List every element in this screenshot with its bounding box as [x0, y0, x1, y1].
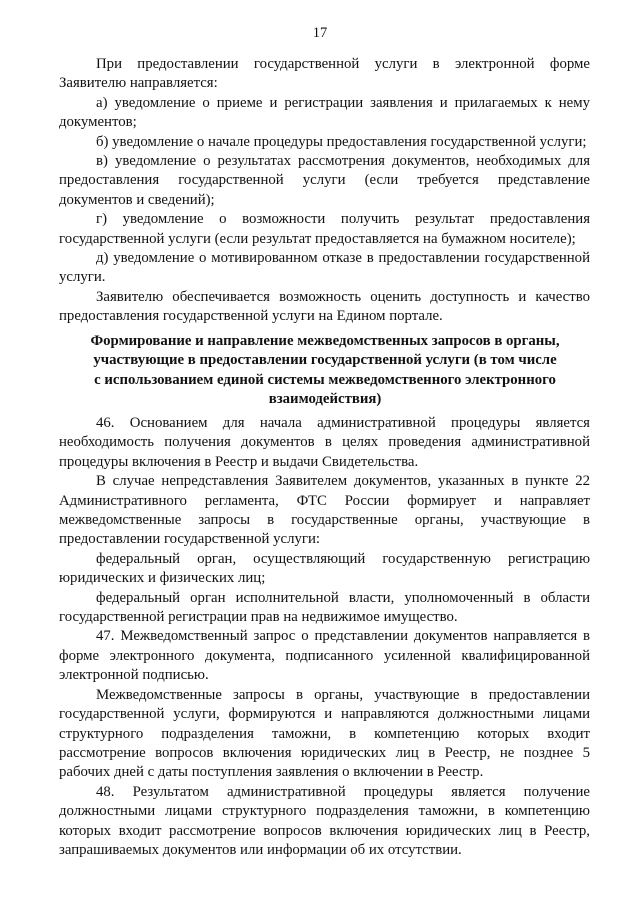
paragraph: д) уведомление о мотивированном отказе в предоставлении государственной услуги. [59, 250, 590, 286]
heading-line: с использованием единой системы межведомственного электронного [94, 371, 556, 388]
heading-line: участвующие в предоставлении государственной услуги (в том числе [93, 352, 557, 369]
paragraph: 47. Межведомственный запрос о представлении документов направляется в форме электронного документа, подписанного усиленной квалифицированной электронной подписью. [59, 628, 590, 684]
paragraph: федеральный орган, осуществляющий государственную регистрацию юридических и физических лиц; [59, 550, 590, 587]
heading-line: взаимодействия) [268, 391, 382, 408]
paragraph: Межведомственные запросы в органы, участвующие в предоставлении государственной услуги, формируются и направляются должностными лицами структурного подразделения таможни, в компетенцию которых входит рассмотрение вопросов включения юридических лиц в Реестр, не позднее 5 рабочих дней с даты поступления заявления о включении в Реестр. [59, 686, 590, 781]
notifications-section [59, 55, 590, 327]
paragraph: При предоставлении государственной услуги в электронной форме Заявителю направляется: [59, 56, 590, 92]
page-number: 17 [312, 25, 328, 41]
paragraph: федеральный орган исполнительной власти, уполномоченный в области государственной регистрации прав на недвижимое имущество. [59, 589, 590, 626]
paragraph: 46. Основанием для начала административной процедуры является необходимость получения документов в целях проведения административной процедуры включения в Реестр и выдачи Свидетельства. [59, 415, 590, 470]
paragraph: 48. Результатом административной процедуры является получение должностными лицами структурного подразделения таможни, в компетенцию которых входит рассмотрение вопросов включения юридических лиц в Реестр, запрашиваемых документов или информации об их отсутствии. [59, 783, 590, 858]
paragraph: в) уведомление о результатах рассмотрения документов, необходимых для предоставления государственной услуги (если требуется представление документов и сведений); [59, 153, 590, 208]
paragraph: б) уведомление о начале процедуры предоставления государственной услуги; [96, 133, 587, 150]
section-heading [78, 332, 572, 410]
paragraph: В случае непредставления Заявителем документов, указанных в пункте 22 Административного регламента, ФТС России формирует и направляет межведомственные запросы в государственные органы, участвующие в предоставлении государственной услуги: [59, 473, 590, 548]
paragraph: Заявителю обеспечивается возможность оценить доступность и качество предоставления государственной услуги на Едином портале. [59, 288, 590, 325]
heading-line: Формирование и направление межведомственных запросов в органы, [90, 333, 560, 349]
paragraph: г) уведомление о возможности получить результат предоставления государственной услуги (если результат предоставляется на бумажном носителе); [59, 211, 590, 247]
paragraph: а) уведомление о приеме и регистрации заявления и прилагаемых к нему документов; [59, 94, 590, 131]
interagency-requests-section [59, 414, 590, 860]
